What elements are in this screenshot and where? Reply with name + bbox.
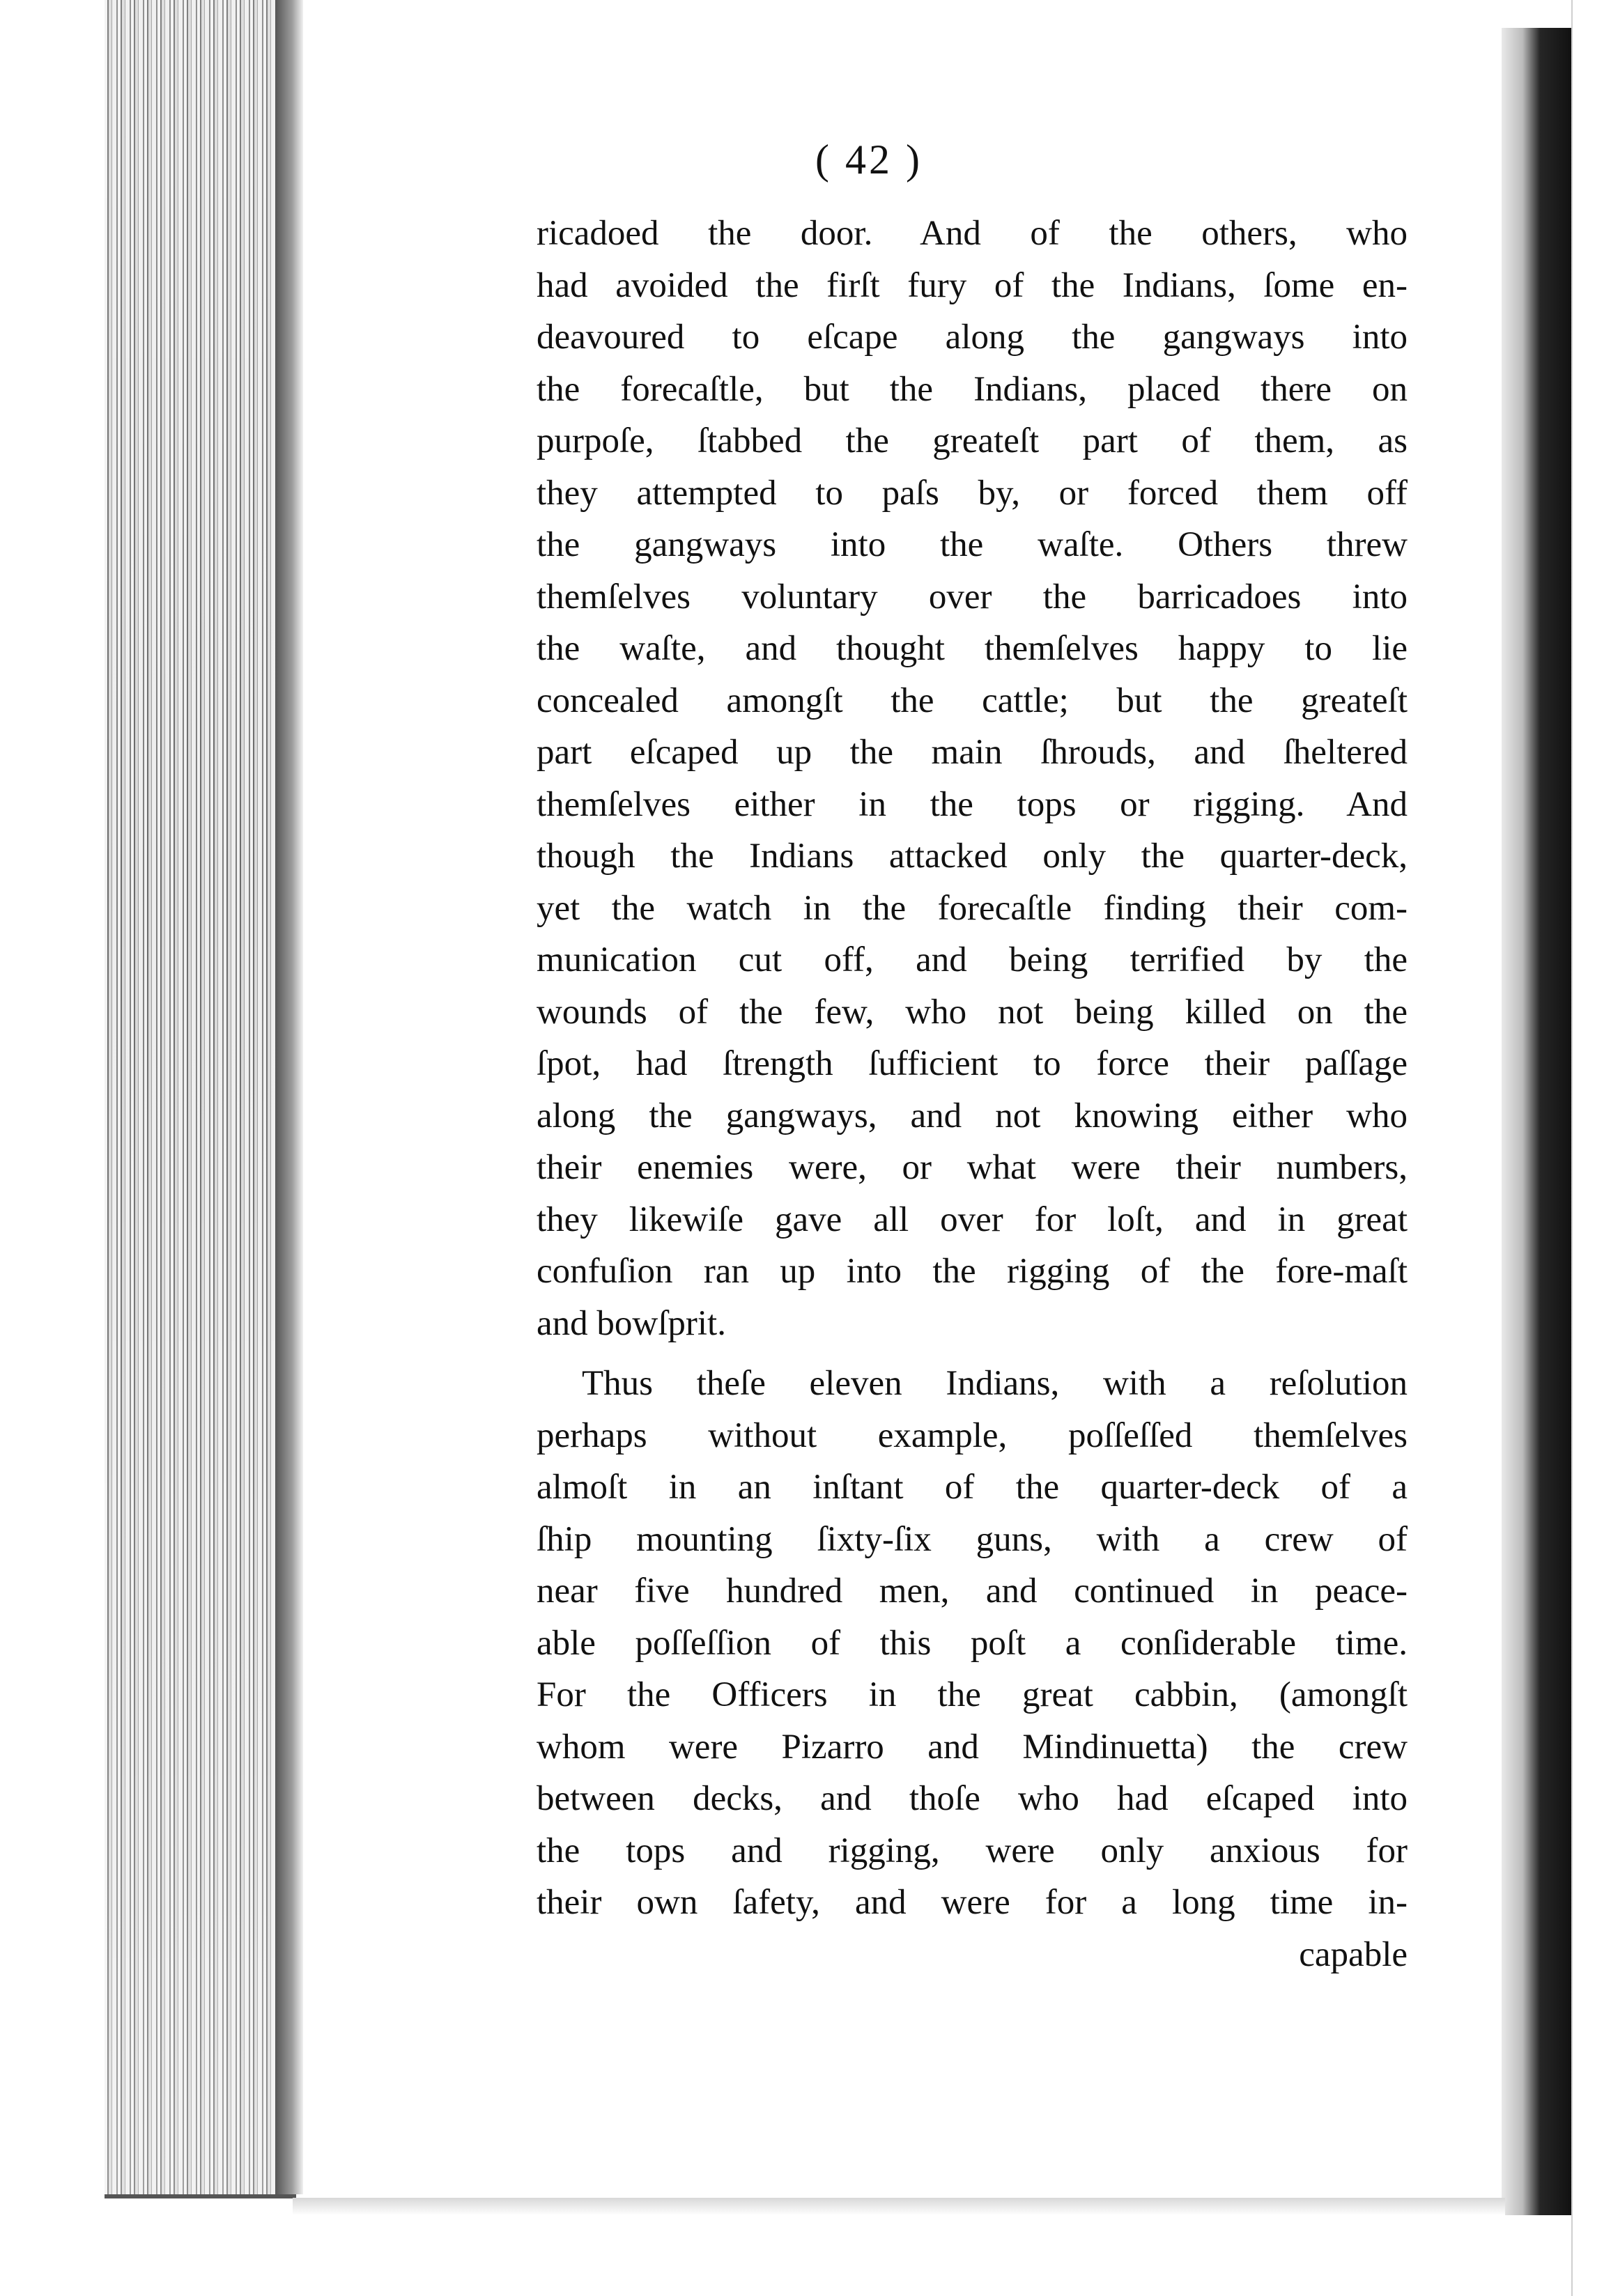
book-page-edges [105,0,296,2198]
text-line: the gangways into the waſte. Others threw [537,525,1408,564]
page-text-block [537,208,1408,1980]
text-line: near five hundred men, and continued in peace- [537,1572,1408,1611]
text-line: wounds of the few, who not being killed on the [537,992,1408,1032]
right-margin [1571,0,1611,2296]
text-line: themſelves either in the tops or rigging. And [537,784,1408,824]
page-number: ( 42 ) [815,137,923,183]
text-line: munication cut off, and being terrified by the [537,940,1408,979]
right-page-edge [1502,28,1571,2215]
text-line: themſelves voluntary over the barricadoes into [537,577,1408,616]
text-line: deavoured to eſcape along the gangways into [537,318,1408,357]
text-line: yet the watch in the forecaſtle finding their com- [537,888,1408,928]
text-line: whom were Pizarro and Mindinuetta) the crew [537,1727,1408,1767]
text-line: concealed amongſt the cattle; but the greateſt [537,681,1408,720]
text-line: their own ſafety, and were for a long time in- [537,1883,1408,1922]
catchword: capable [1299,1934,1408,1974]
text-line: purpoſe, ſtabbed the greateſt part of them, as [537,421,1408,460]
text-line: their enemies were, or what were their numbers, [537,1148,1408,1187]
text-line: though the Indians attacked only the quarter-deck, [537,837,1408,876]
gutter-shadow [275,0,303,2194]
text-line: the tops and rigging, were only anxious for [537,1831,1408,1870]
text-line: the waſte, and thought themſelves happy to lie [537,629,1408,668]
text-line: For the Officers in the great cabbin, (amongſt [537,1675,1408,1714]
text-line: had avoided the firſt fury of the Indians, ſome en- [537,265,1408,305]
text-line: confuſion ran up into the rigging of the fore-maſt [537,1252,1408,1291]
text-line: the forecaſtle, but the Indians, placed there on [537,369,1408,409]
text-line: Thus theſe eleven Indians, with a reſolution [582,1364,1408,1403]
text-line: between decks, and thoſe who had eſcaped into [537,1779,1408,1818]
paragraph-gap [537,1349,1408,1358]
text-line: and bowſprit. [537,1303,726,1343]
text-line: perhaps without example, poſſeſſed themſelves [537,1415,1408,1455]
text-line: almoſt in an inſtant of the quarter-deck of a [537,1468,1408,1507]
text-line: they likewiſe gave all over for loſt, and in great [537,1200,1408,1239]
text-line: they attempted to paſs by, or forced them off [537,473,1408,513]
text-line: ſpot, had ſtrength ſufficient to force their paſſage [537,1044,1408,1083]
text-line: part eſcaped up the main ſhrouds, and ſheltered [537,733,1408,772]
bottom-page-shadow [293,2198,1505,2215]
text-line: able poſſeſſion of this poſt a conſiderable time. [537,1623,1408,1663]
text-line: ricadoed the door. And of the others, who [537,214,1408,253]
text-line: along the gangways, and not knowing either who [537,1096,1408,1135]
text-line: ſhip mounting ſixty-ſix guns, with a crew of [537,1519,1408,1559]
